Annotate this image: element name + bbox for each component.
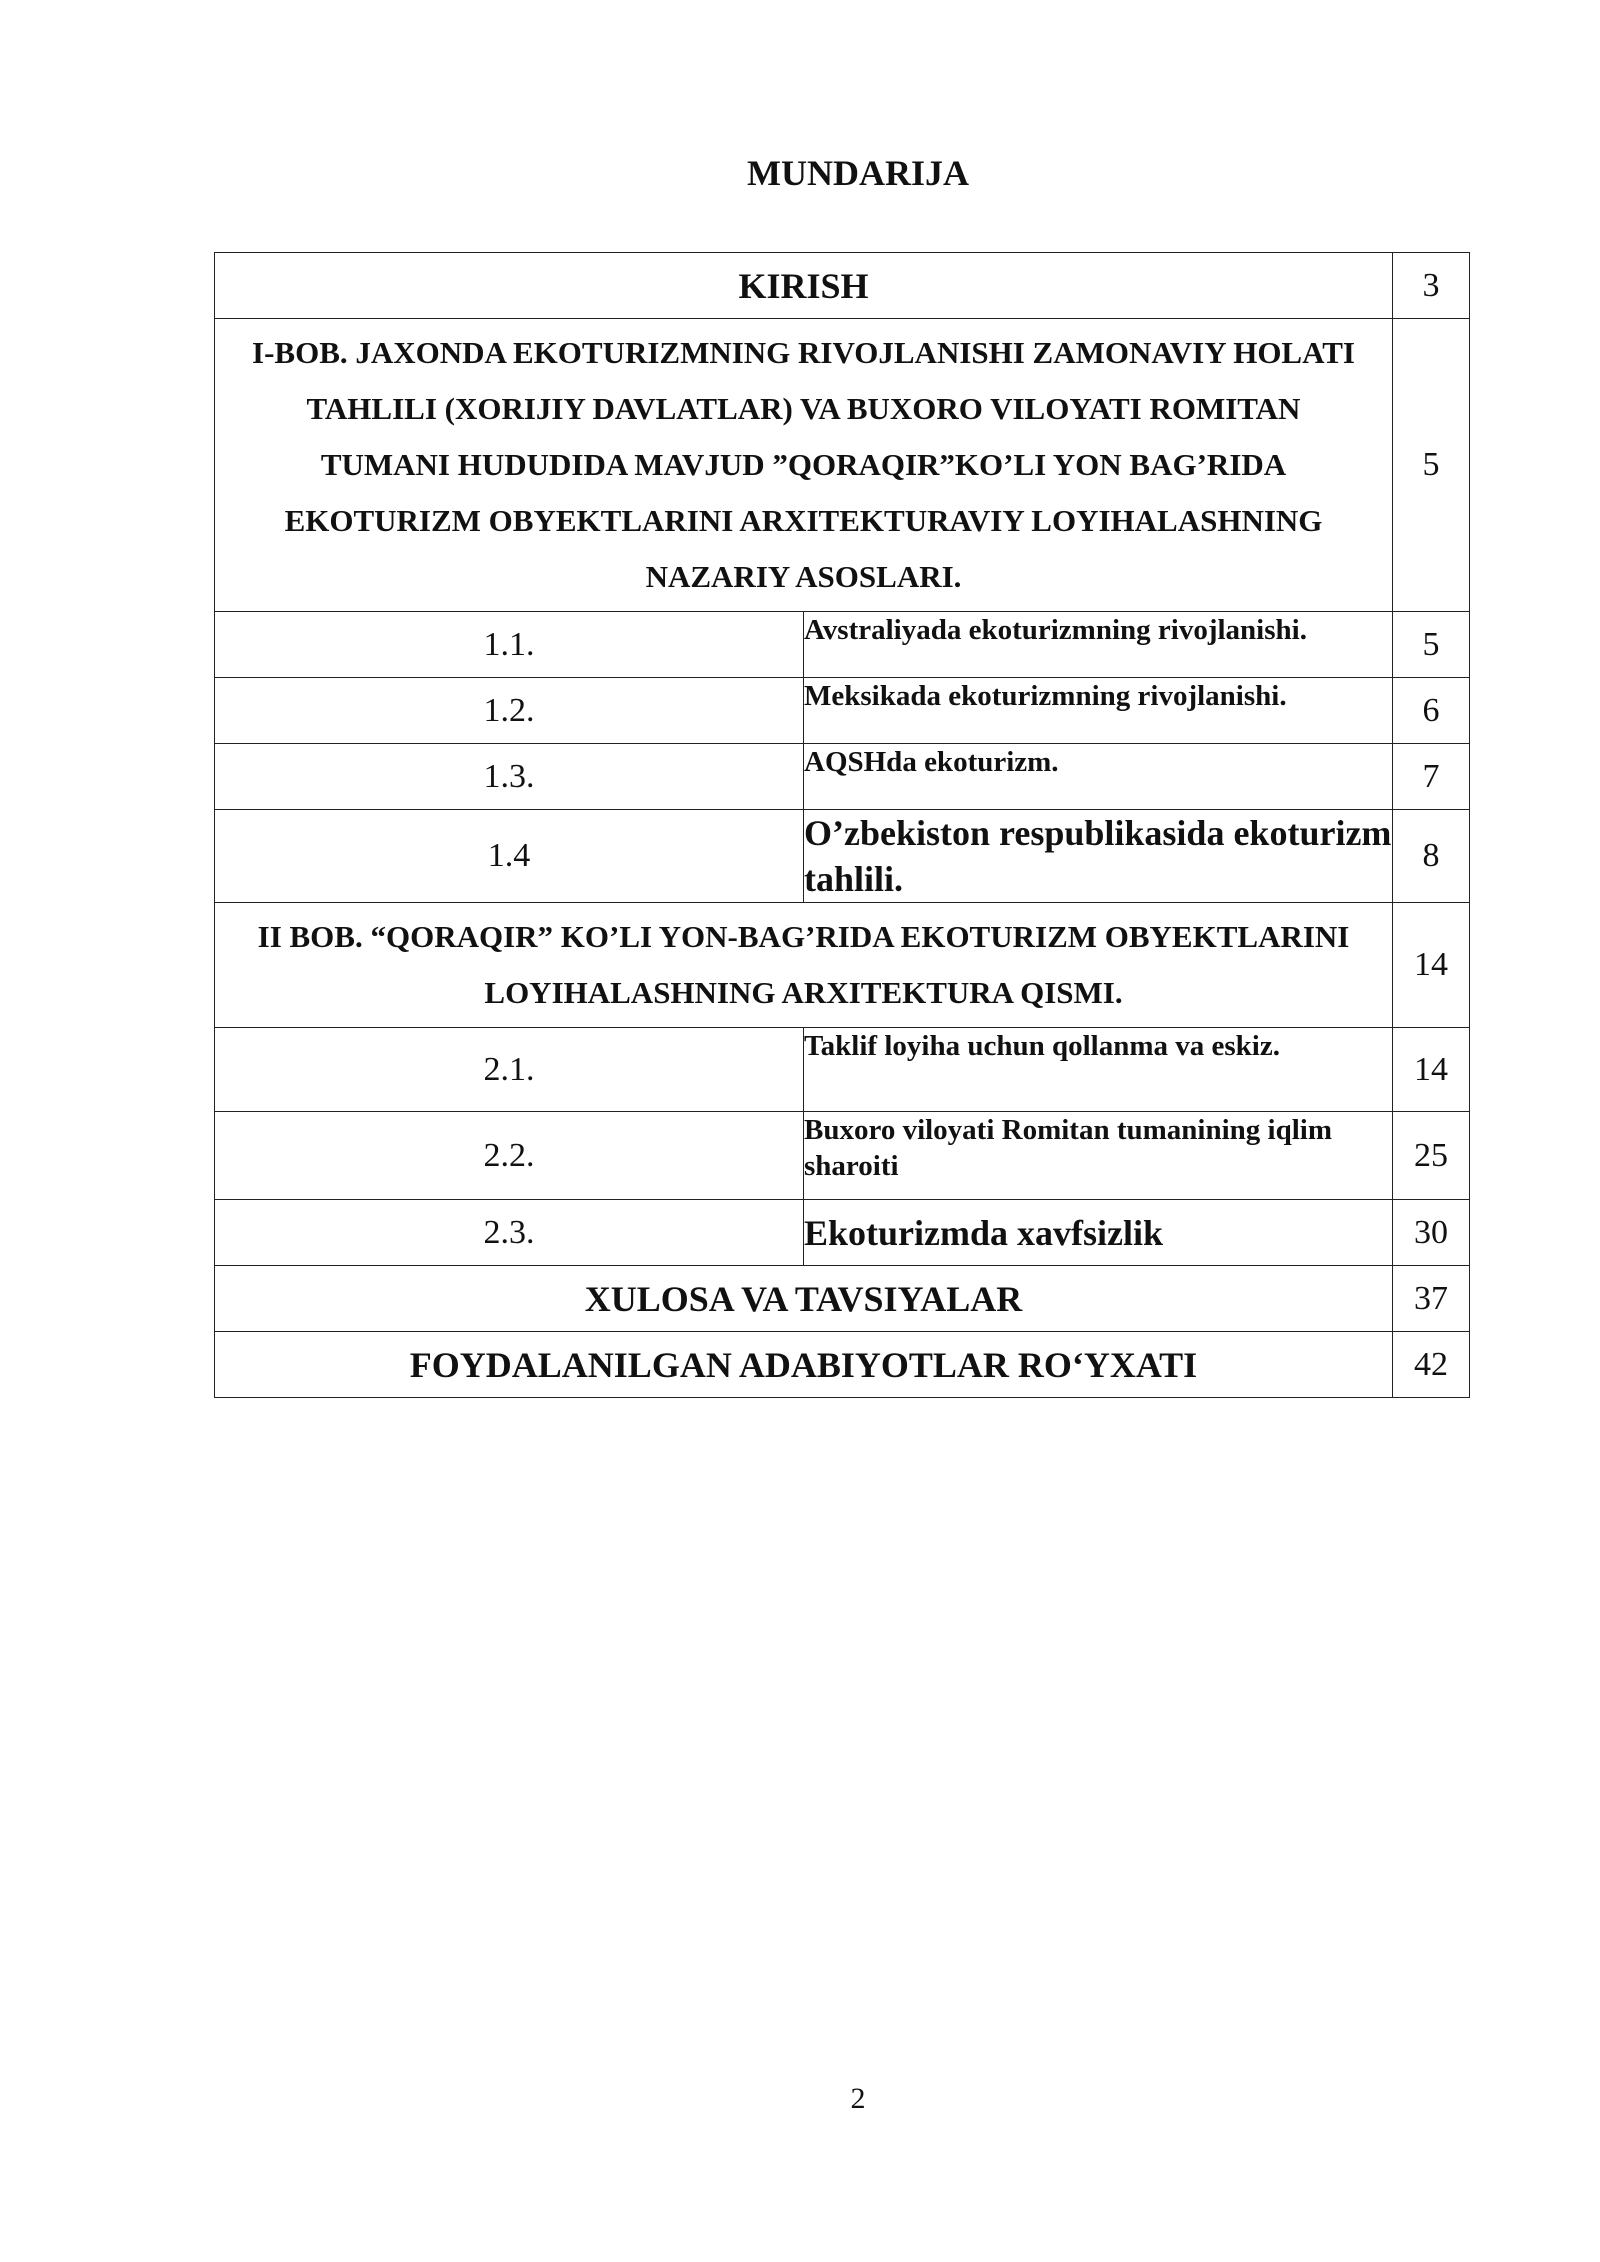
toc-row-2-3 [215, 1200, 1470, 1266]
toc-number: 2.2. [215, 1112, 804, 1200]
page-title: MUNDARIJA [747, 153, 969, 193]
toc-label: AQSHda ekoturizm. [804, 744, 1393, 810]
toc-row-1-4 [215, 810, 1470, 903]
toc-page: 5 [1393, 612, 1470, 678]
toc-label: I-BOB. JAXONDA EKOTURIZMNING RIVOJLANISHI ZAMONAVIY HOLATI TAHLILI (XORIJIY DAVLATLAR) VA BUXORO VILOYATI ROMITAN TUMANI HUDUDIDA MAVJUD ”QORAQIR”KO’LI YON BAG’RIDA EKOTURIZM OBYEKTLARINI ARXITEKTURAVIY LOYIHALASHNING NAZARIY ASOSLARI. [215, 319, 1393, 612]
toc-label: O’zbekiston respublikasida ekoturizm tahlili. [804, 810, 1393, 903]
table-of-contents [214, 252, 1470, 1398]
toc-row-bibliography [215, 1332, 1470, 1398]
toc-row-conclusion [215, 1266, 1470, 1332]
toc-number: 1.4 [215, 810, 804, 903]
toc-page: 14 [1393, 903, 1470, 1028]
toc-page: 25 [1393, 1112, 1470, 1200]
toc-row-2-1 [215, 1028, 1470, 1112]
toc-row-1-1 [215, 612, 1470, 678]
toc-number: 1.3. [215, 744, 804, 810]
toc-page: 37 [1393, 1266, 1470, 1332]
toc-page: 7 [1393, 744, 1470, 810]
toc-number: 2.3. [215, 1200, 804, 1266]
toc-label: KIRISH [215, 253, 1393, 319]
toc-label: XULOSA VA TAVSIYALAR [215, 1266, 1393, 1332]
toc-label: Meksikada ekoturizmning rivojlanishi. [804, 678, 1393, 744]
toc-label: Taklif loyiha uchun qollanma va eskiz. [804, 1028, 1393, 1112]
toc-page: 30 [1393, 1200, 1470, 1266]
toc-row-1-3 [215, 744, 1470, 810]
toc-label: Ekoturizmda xavfsizlik [804, 1200, 1393, 1266]
toc-row-1-2 [215, 678, 1470, 744]
toc-number: 2.1. [215, 1028, 804, 1112]
toc-page: 5 [1393, 319, 1470, 612]
toc-label: Avstraliyada ekoturizmning rivojlanishi. [804, 612, 1393, 678]
toc-row-kirish [215, 253, 1470, 319]
toc-row-2-2 [215, 1112, 1470, 1200]
toc-number: 1.1. [215, 612, 804, 678]
toc-number: 1.2. [215, 678, 804, 744]
toc-page: 42 [1393, 1332, 1470, 1398]
toc-row-chapter-2 [215, 903, 1470, 1028]
toc-label: II BOB. “QORAQIR” KO’LI YON-BAG’RIDA EKOTURIZM OBYEKTLARINI LOYIHALASHNING ARXITEKTURA QISMI. [215, 903, 1393, 1028]
toc-page: 8 [1393, 810, 1470, 903]
toc-page: 6 [1393, 678, 1470, 744]
toc-label: Buxoro viloyati Romitan tumanining iqlim sharoiti [804, 1112, 1393, 1200]
toc-row-chapter-1 [215, 319, 1470, 612]
toc-page: 14 [1393, 1028, 1470, 1112]
toc-page: 3 [1393, 253, 1470, 319]
page-number: 2 [850, 2082, 866, 2115]
toc-label: FOYDALANILGAN ADABIYOTLAR RO‘YXATI [215, 1332, 1393, 1398]
